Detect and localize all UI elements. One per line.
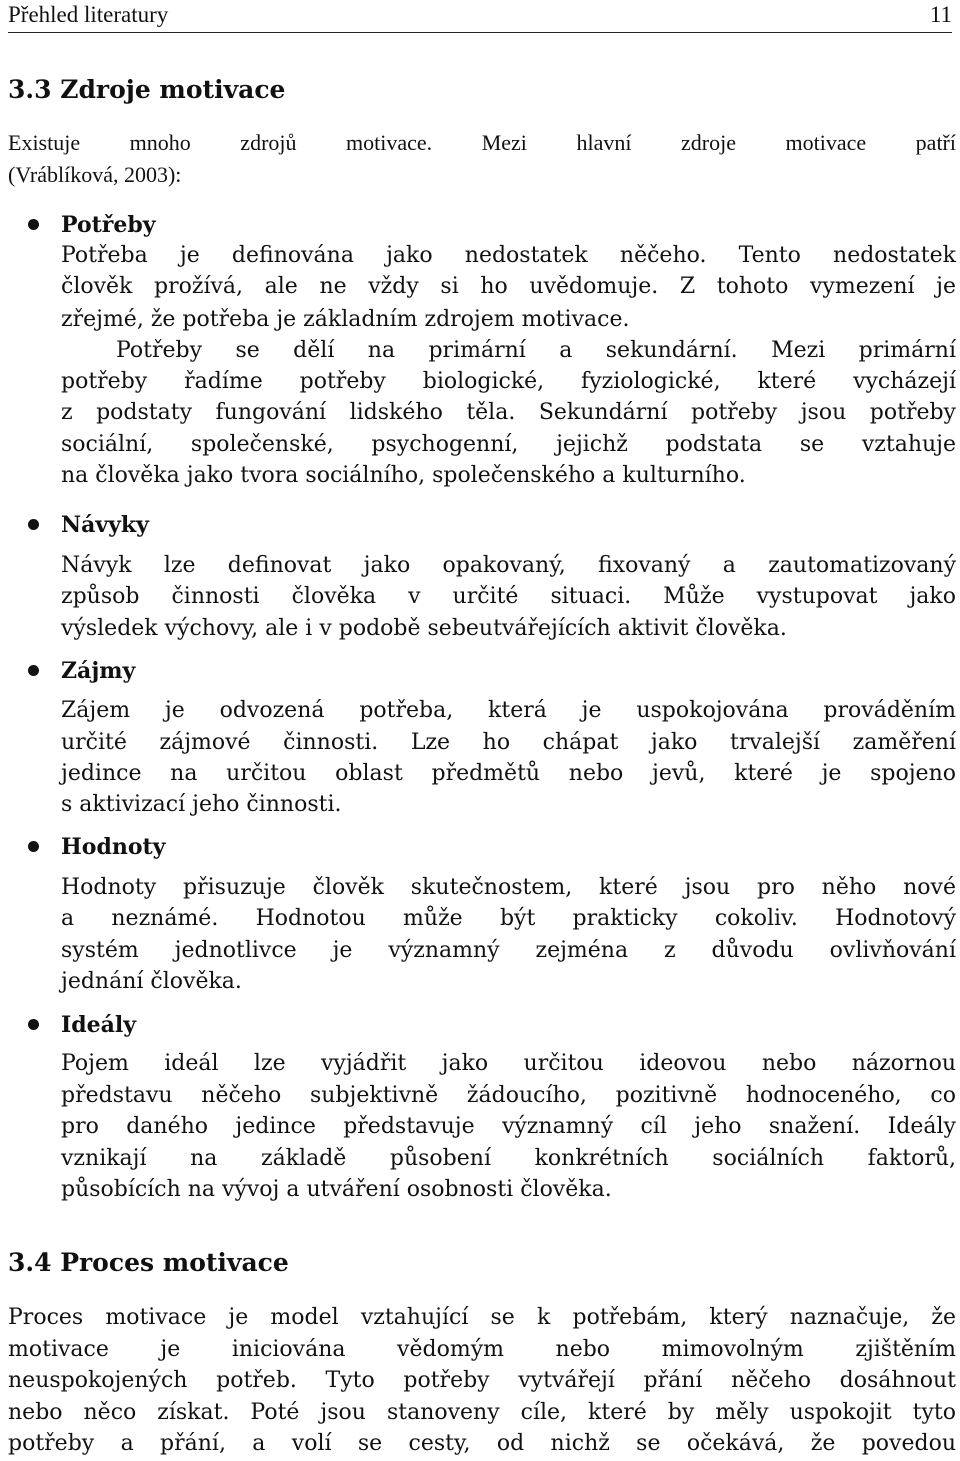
bullet-title-idealy: Ideály — [61, 1012, 137, 1038]
bullet-icon — [28, 219, 39, 230]
bullet-icon — [28, 665, 39, 676]
zajmy-line-3: jedince na určitou oblast předmětů nebo jevů, které je spojeno — [61, 761, 956, 786]
section-heading-3-4: 3.4 Proces motivace — [8, 1248, 289, 1277]
navyky-line-1: Návyk lze definovat jako opakovaný, fixovaný a zautomatizovaný — [61, 553, 956, 578]
bullet-icon — [28, 1019, 39, 1030]
navyky-line-3: výsledek výchovy, ale i v podobě sebeutvářejících aktivit člověka. — [61, 616, 787, 641]
potreby-line-5: potřeby řadíme potřeby biologické, fyziologické, které vycházejí — [61, 369, 956, 394]
header-chapter-title: Přehled literatury — [8, 2, 169, 27]
proces-line-3: neuspokojených potřeb. Tyto potřeby vytvářejí přání něčeho dosáhnout — [8, 1368, 956, 1393]
intro-line-1: Existuje mnoho zdrojů motivace. Mezi hlavní zdroje motivace patří — [8, 130, 956, 155]
zajmy-line-2: určité zájmové činnosti. Lze ho chápat jako trvalejší zaměření — [61, 730, 956, 755]
bullet-icon — [28, 841, 39, 852]
idealy-line-3: pro daného jedince představuje významný cíl jeho snažení. Ideály — [61, 1114, 956, 1139]
zajmy-line-1: Zájem je odvozená potřeba, která je uspokojována prováděním — [61, 698, 956, 723]
zajmy-line-4: s aktivizací jeho činnosti. — [61, 792, 342, 817]
navyky-line-2: způsob činnosti člověka v určité situaci. Může vystupovat jako — [61, 584, 956, 609]
bullet-title-navyky: Návyky — [61, 512, 149, 538]
potreby-line-7: sociální, společenské, psychogenní, jejichž podstata se vztahuje — [61, 432, 956, 457]
header-page-number: 11 — [929, 2, 952, 27]
potreby-line-4: Potřeby se dělí na primární a sekundární. Mezi primární — [116, 338, 956, 363]
potreby-line-3: zřejmé, že potřeba je základním zdrojem motivace. — [61, 307, 630, 332]
hodnoty-line-1: Hodnoty přisuzuje člověk skutečnostem, které jsou pro něho nové — [61, 875, 956, 900]
potreby-line-2: člověk prožívá, ale ne vždy si ho uvědomuje. Z tohoto vymezení je — [61, 274, 956, 299]
bullet-title-zajmy: Zájmy — [61, 658, 136, 684]
hodnoty-line-4: jednání člověka. — [61, 969, 242, 994]
idealy-line-5: působících na vývoj a utváření osobnosti člověka. — [61, 1177, 612, 1202]
potreby-line-6: z podstaty fungování lidského těla. Sekundární potřeby jsou potřeby — [61, 400, 956, 425]
running-header — [8, 0, 952, 33]
proces-line-2: motivace je iniciována vědomým nebo mimovolným zjištěním — [8, 1337, 956, 1362]
proces-line-4: nebo něco získat. Poté jsou stanoveny cíle, které by měly uspokojit tyto — [8, 1400, 956, 1425]
bullet-title-potreby: Potřeby — [61, 212, 156, 238]
hodnoty-line-3: systém jednotlivce je významný zejména z důvodu ovlivňování — [61, 938, 956, 963]
idealy-line-4: vznikají na základě působení konkrétních sociálních faktorů, — [61, 1146, 956, 1171]
proces-line-1: Proces motivace je model vztahující se k potřebám, který naznačuje, že — [8, 1305, 956, 1330]
section-heading-3-3: 3.3 Zdroje motivace — [8, 75, 286, 104]
potreby-line-1: Potřeba je definována jako nedostatek něčeho. Tento nedostatek — [61, 243, 956, 268]
bullet-title-hodnoty: Hodnoty — [61, 834, 166, 860]
idealy-line-2: představu něčeho subjektivně žádoucího, pozitivně hodnoceného, co — [61, 1083, 956, 1108]
proces-line-5: potřeby a přání, a volí se cesty, od nichž se očekává, že povedou — [8, 1431, 956, 1456]
intro-line-2: (Vráblíková, 2003): — [8, 162, 182, 187]
potreby-line-8: na člověka jako tvora sociálního, společenského a kulturního. — [61, 463, 746, 488]
bullet-icon — [28, 519, 39, 530]
hodnoty-line-2: a neznámé. Hodnotou může být prakticky cokoliv. Hodnotový — [61, 906, 956, 931]
idealy-line-1: Pojem ideál lze vyjádřit jako určitou ideovou nebo názornou — [61, 1051, 956, 1076]
